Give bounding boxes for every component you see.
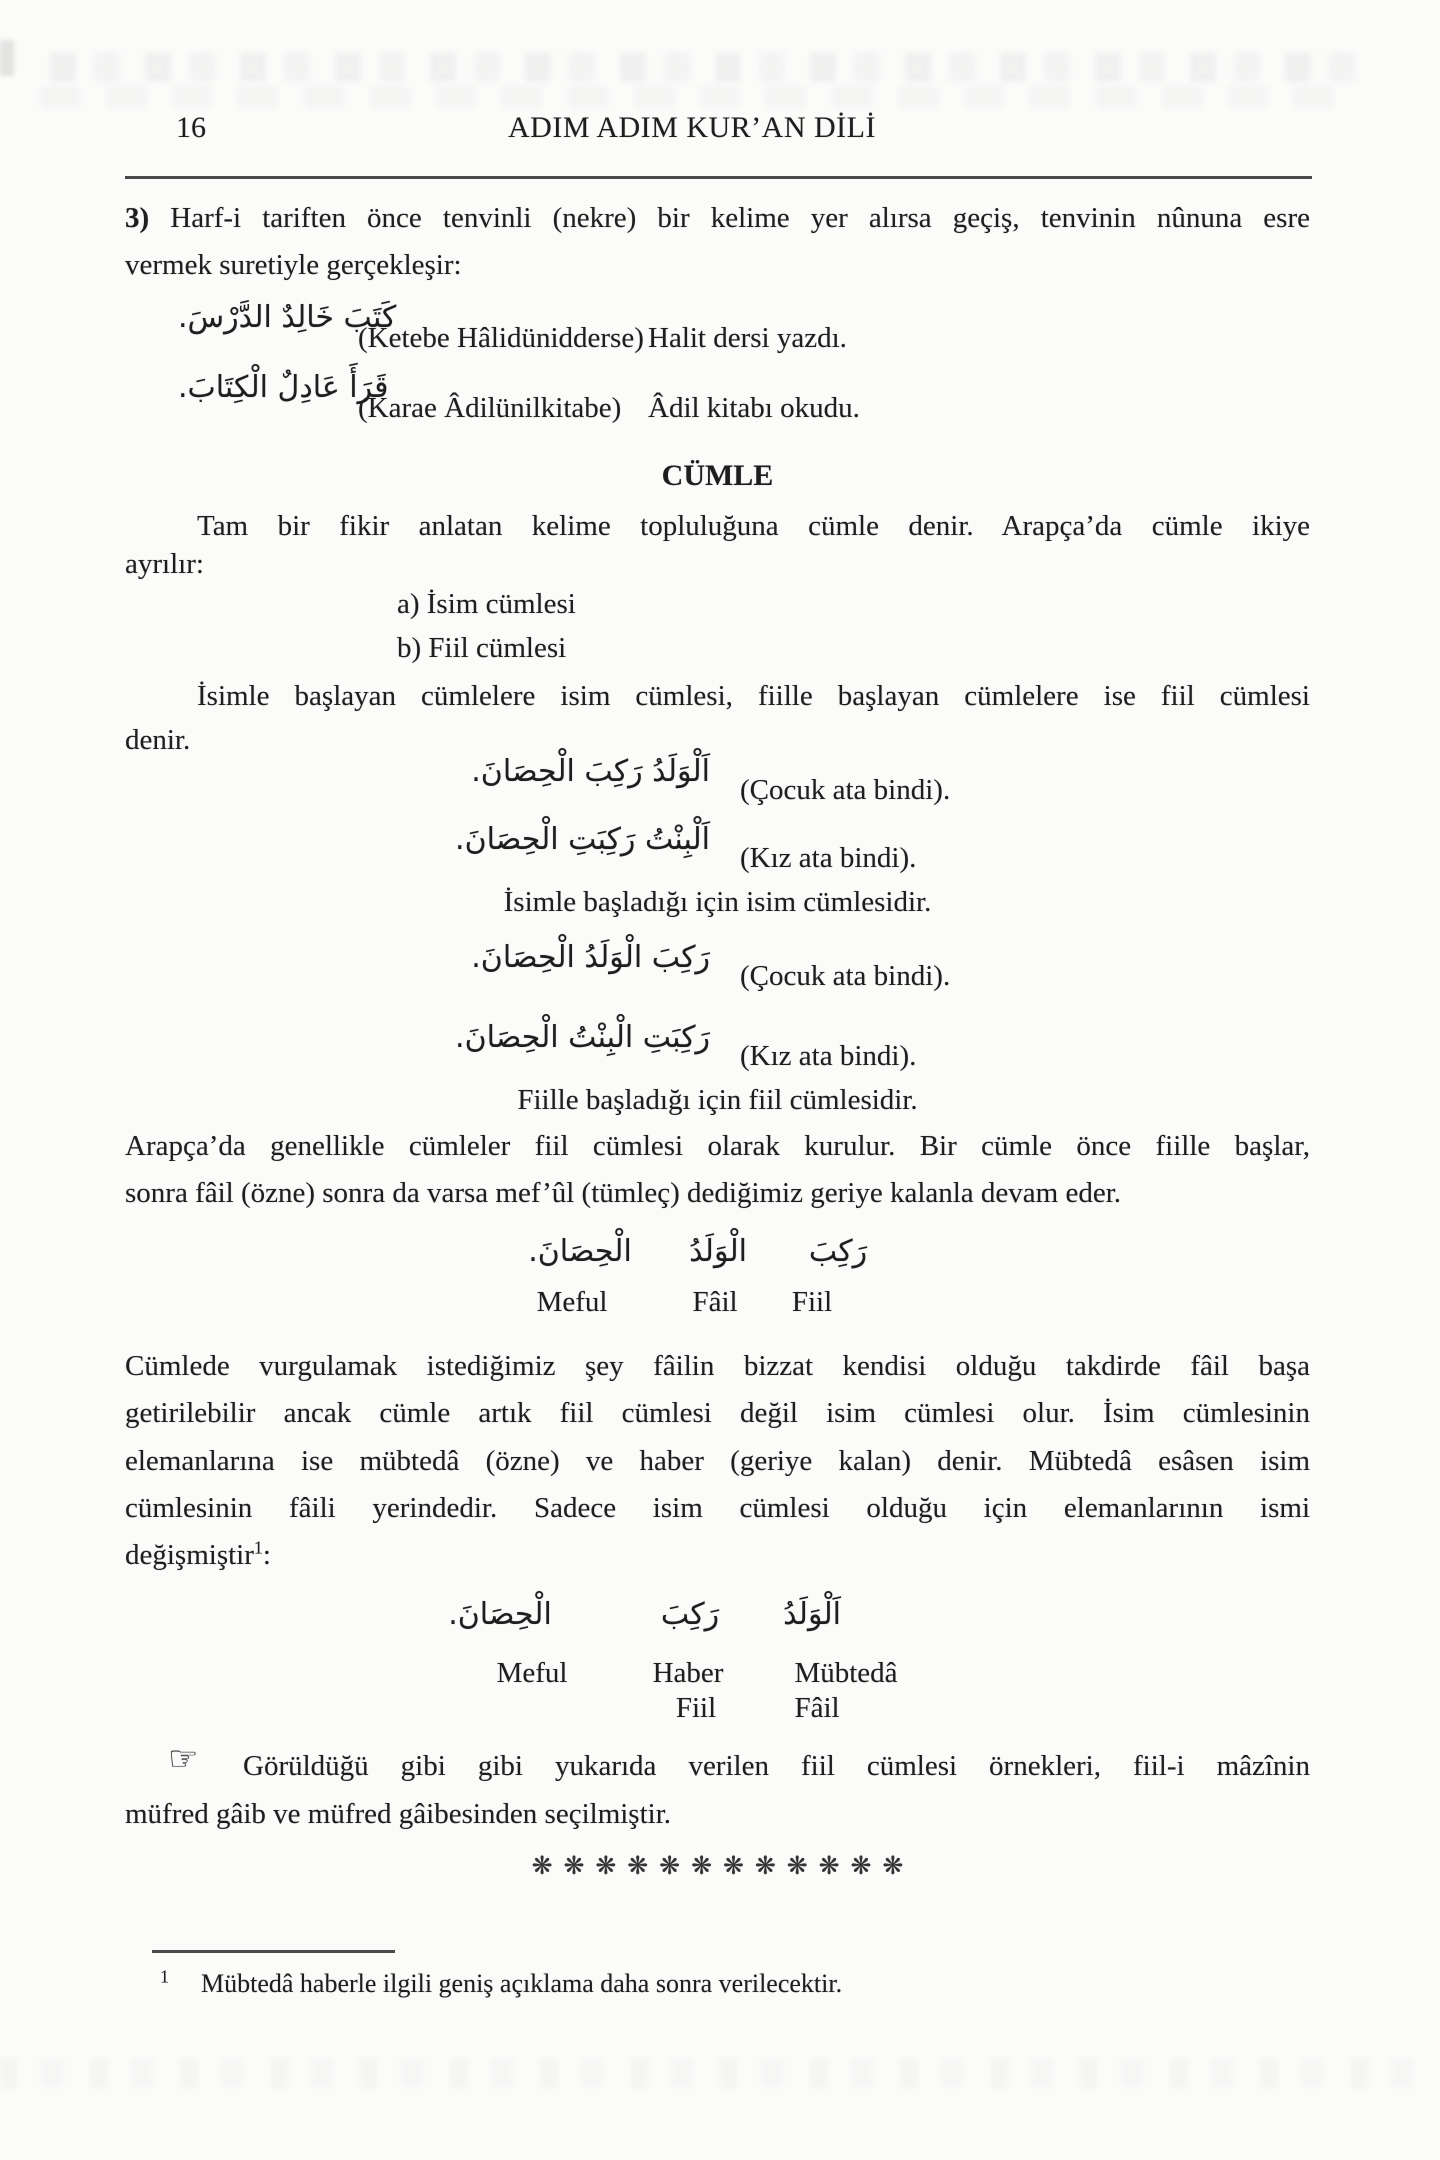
example-row [0,1016,1440,1086]
intro-line-2: vermek suretiyle gerçekleşir: [125,249,462,281]
scan-noise-bottom [0,2058,1440,2088]
grammar-label: Mübtedâ [794,1657,898,1689]
sentence-diagram-2 [0,1585,1440,1745]
arabic-sentence: اَلْوَلَدُ رَكِبَ الْحِصَانَ. [471,754,710,789]
list-item-b: b) Fiil cümlesi [397,632,567,664]
arabic-sentence: رَكِبَتِ الْبِنْتُ الْحِصَانَ. [455,1020,710,1055]
arabic-word: رَكِبَ [660,1597,720,1632]
arabic-word: رَكِبَ [808,1234,868,1269]
footnote-rule [152,1950,395,1953]
arabic-word: الْحِصَانَ. [448,1597,552,1632]
arabic-sentence: قَرَأَ عَادِلٌ الْكِتَابَ. [178,370,389,405]
para-cumlede-line1: Cümlede vurgulamak istediğimiz şey fâilin bizzat kendisi olduğu takdirde fâil başa [125,1350,1310,1382]
para-arapca-line1: Arapça’da genellikle cümleler fiil cümlesi olarak kurulur. Bir cümle önce fiille başlar, [125,1130,1310,1162]
arabic-sentence: اَلْبِنْتُ رَكِبَتِ الْحِصَانَ. [455,822,710,857]
list-item-a: a) İsim cümlesi [397,588,576,620]
footnote [160,1966,842,2002]
scan-bleedthrough-top2 [40,86,1340,108]
translation: (Çocuk ata bindi). [740,774,951,806]
header-rule [125,176,1312,179]
hand-note-line1: Görüldüğü gibi gibi yukarıda verilen fiil cümlesi örnekleri, fiil-i mâzînin [243,1750,1310,1782]
para-arapca-line2: sonra fâil (özne) sonra da varsa mef’ûl (tümleç) dediğimiz geriye kalanla devam eder. [125,1177,1122,1209]
footnote-text: Mübtedâ haberle ilgili geniş açıklama daha sonra verilecektir. [201,1969,843,1998]
section-heading: CÜMLE [661,459,774,492]
intro-item-number: 3) [125,202,150,234]
grammar-label: Meful [496,1657,568,1689]
cumle-para2-line1: İsimle başlayan cümlelere isim cümlesi, fiille başlayan cümlelere ise fiil cümlesi [197,680,1310,712]
cumle-para1-line1: Tam bir fikir anlatan kelime topluluğuna cümle denir. Arapça’da cümle ikiye [197,510,1310,542]
grammar-label: Fiil [675,1692,717,1724]
arabic-sentence: كَتَبَ خَالِدٌ الدَّرْسَ. [178,300,397,335]
star-separator: ❋ ❋ ❋ ❋ ❋ ❋ ❋ ❋ ❋ ❋ ❋ ❋ [531,1851,904,1880]
para-cumlede-line3: elemanlarına ise mübtedâ (özne) ve haber (geriye kalan) denir. Mübtedâ esâsen isim [125,1445,1310,1477]
scan-edge-mark [0,40,14,76]
grammar-label: Fâil [692,1286,738,1318]
translation: (Çocuk ata bindi). [740,960,951,992]
translation: Halit dersi yazdı. [648,322,847,354]
translation: Âdil kitabı okudu. [648,392,860,424]
para-cumlede-line5 [125,1537,1310,1573]
para-cumlede-line5-word: değişmiştir [125,1539,254,1571]
footnote-marker: 1 [253,1537,263,1558]
grammar-label: Fiil [791,1286,833,1318]
intro-line-1-text: Harf-i tariften önce tenvinli (nekre) bir kelime yer alırsa geçiş, tenvinin nûnuna esre [149,202,1310,234]
grammar-label: Haber [652,1657,724,1689]
example-row [0,936,1440,1006]
page-number: 16 [176,111,206,144]
para-cumlede-line2: getirilebilir ancak cümle artık fiil cümlesi değil isim cümlesi olur. İsim cümlesinin [125,1397,1310,1429]
para-cumlede-line5-colon: : [262,1539,271,1571]
hand-note-line2: müfred gâib ve müfred gâibesinden seçilmiştir. [125,1798,672,1830]
intro-line-1 [125,200,1310,236]
para-cumlede-line4: cümlesinin fâili yerindedir. Sadece isim cümlesi olduğu için elemanlarının ismi [125,1492,1310,1524]
cumle-para1-line2: ayrılır: [125,548,204,580]
arabic-word: الْوَلَدُ [689,1234,747,1269]
grammar-label: Fâil [794,1692,840,1724]
arabic-word: اَلْوَلَدُ [783,1597,841,1632]
note-fiil: Fiille başladığı için fiil cümlesidir. [517,1084,918,1116]
running-title: ADIM ADIM KUR’AN DİLİ [508,111,876,144]
transliteration: (Karae Âdilünilkitabe) [358,392,622,424]
arabic-sentence: رَكِبَ الْوَلَدُ الْحِصَانَ. [471,940,710,975]
pointing-hand-icon: ☞ [168,1741,199,1778]
footnote-number: 1 [160,1966,169,1987]
translation: (Kız ata bindi). [740,842,917,874]
cumle-para2-line2: denir. [125,724,191,756]
grammar-label: Meful [536,1286,608,1318]
example-row [0,366,1440,438]
sentence-diagram-1 [0,1222,1440,1342]
example-row [0,750,1440,820]
translation: (Kız ata bindi). [740,1040,917,1072]
transliteration: (Ketebe Hâlidünidderse) [358,322,644,354]
scan-bleedthrough-top [50,52,1380,82]
note-isim: İsimle başladığı için isim cümlesidir. [503,886,932,918]
arabic-word: الْحِصَانَ. [528,1234,632,1269]
example-row [0,818,1440,888]
